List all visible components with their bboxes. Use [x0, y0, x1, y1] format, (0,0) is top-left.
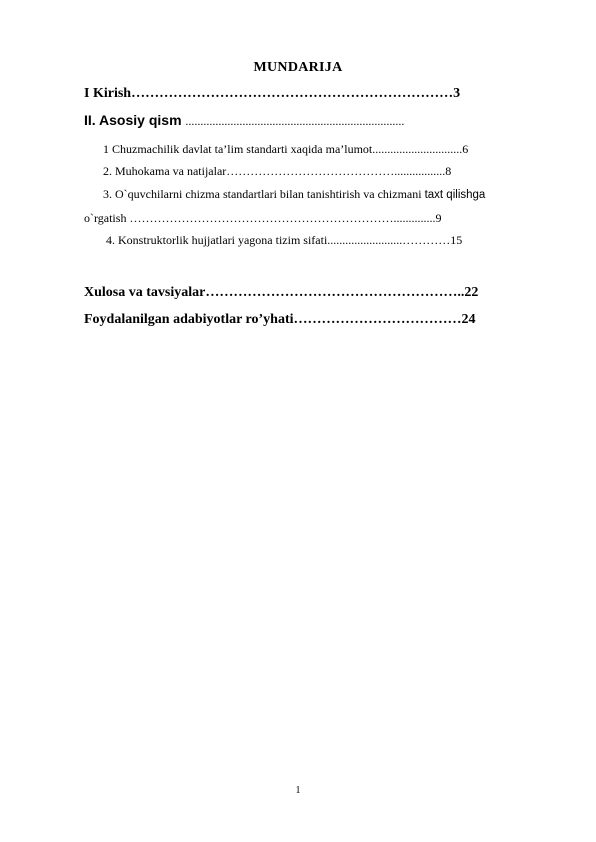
toc-entry-oquvchilarni-part-a: 3. O`quvchilarni chizma standartlari bilan tanishtirish va chizmani — [103, 187, 425, 201]
toc-entry-konstruktorlik: 4. Konstruktorlik hujjatlari yagona tizim sifati.........................…………15 — [106, 233, 463, 247]
page-number: 1 — [295, 785, 301, 796]
toc-entry-orgatish: o`rgatish …………………………………………………………..............9 — [84, 211, 442, 225]
toc-entry-kirish: I Kirish……………………………………………………………3 — [84, 86, 461, 101]
toc-entry-asosiy-qism — [84, 112, 404, 130]
toc-entry-asosiy-qism-label: II. Asosiy qism — [84, 112, 186, 128]
toc-entry-chuzmachilik: 1 Chuzmachilik davlat ta’lim standarti xaqida ma’lumot..............................6 — [103, 142, 469, 156]
page-title: MUNDARIJA — [253, 60, 343, 75]
toc-entry-muhokama: 2. Muhokama va natijalar…………………………………….................8 — [103, 164, 452, 178]
toc-entry-asosiy-qism-dots: ......................................................................... — [185, 114, 405, 128]
toc-entry-adabiyotlar: Foydalanilgan adabiyotlar ro’yhati………………………………24 — [84, 312, 476, 327]
toc-entry-oquvchilarni — [103, 187, 485, 202]
toc-entry-xulosa: Xulosa va tavsiyalar………………………………………………..22 — [84, 285, 479, 300]
toc-entry-oquvchilarni-part-b: taxt qilishga — [424, 189, 486, 201]
